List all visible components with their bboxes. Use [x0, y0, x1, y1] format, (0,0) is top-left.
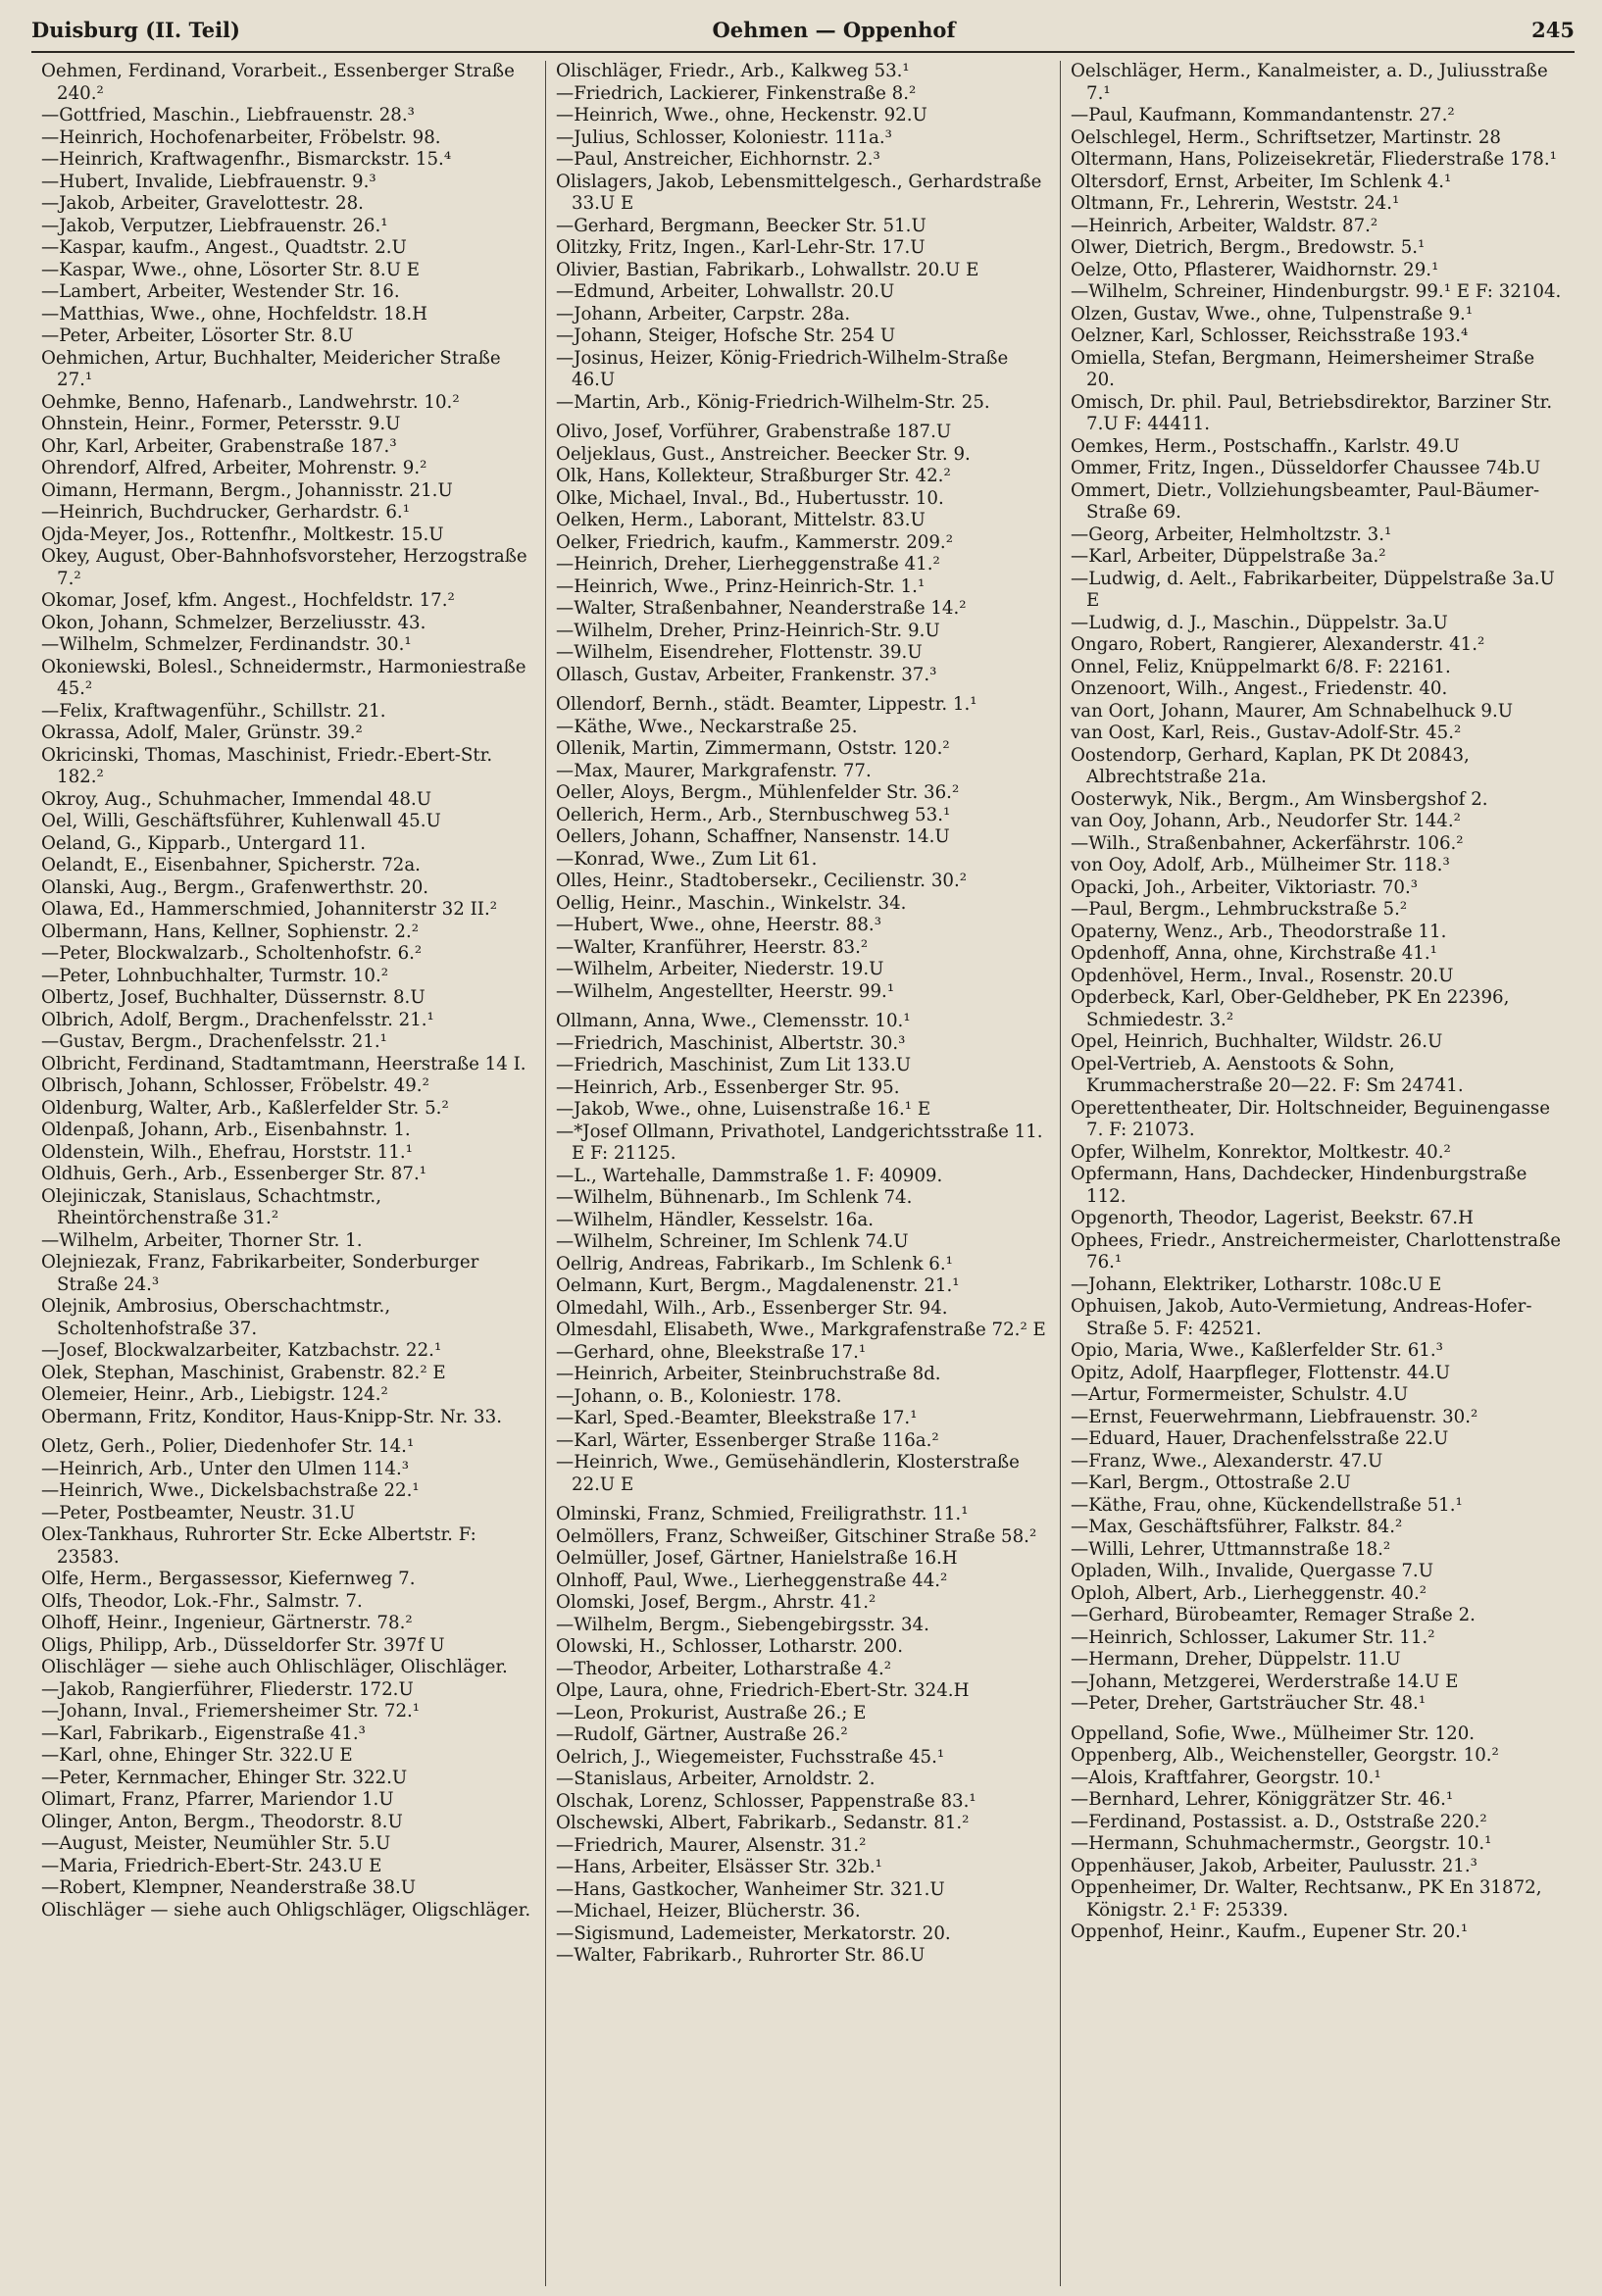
directory-entry: —Johann, Elektriker, Lotharstr. 108c.U E: [1071, 1273, 1442, 1295]
directory-entry: Opdenhövel, Herm., Inval., Rosenstr. 20.U: [1071, 965, 1454, 986]
directory-entry: Onnel, Feliz, Knüppelmarkt 6/8. F: 22161.: [1071, 656, 1451, 677]
directory-entry: —Peter, Arbeiter, Lösorter Str. 8.U: [41, 325, 354, 346]
directory-entry: —Stanislaus, Arbeiter, Arnoldstr. 2.: [556, 1769, 876, 1789]
directory-entry: Olwer, Dietrich, Bergm., Bredowstr. 5.¹: [1071, 237, 1426, 258]
directory-entry: —Gerhard, Bergmann, Beecker Str. 51.U: [556, 215, 926, 236]
directory-entry: —Wilhelm, Händler, Kesselstr. 16a.: [556, 1209, 874, 1230]
directory-entry: Olhoff, Heinr., Ingenieur, Gärtnerstr. 78.²: [41, 1613, 413, 1633]
directory-entry: —Peter, Lohnbuchhalter, Turmstr. 10.²: [41, 965, 389, 986]
directory-entry: Oelrich, J., Wiegemeister, Fuchsstraße 45.¹: [556, 1746, 945, 1768]
directory-entry: —Hans, Arbeiter, Elsässer Str. 32b.¹: [556, 1857, 882, 1877]
directory-entry: —Heinrich, Kraftwagenfhr., Bismarckstr. 15.⁴: [41, 149, 452, 170]
directory-entry: —Michael, Heizer, Blücherstr. 36.: [556, 1901, 861, 1922]
directory-entry: —Artur, Formermeister, Schulstr. 4.U: [1071, 1384, 1409, 1405]
directory-entry: Olinger, Anton, Bergm., Theodorstr. 8.U: [41, 1811, 403, 1832]
directory-entry: Oehmichen, Artur, Buchhalter, Meidericher Straße 27.¹: [41, 347, 501, 390]
directory-entry: —Josinus, Heizer, König-Friedrich-Wilhelm-Straße 46.U: [556, 347, 1009, 390]
directory-entry: Obermann, Fritz, Konditor, Haus-Knipp-Str. Nr. 33.: [41, 1406, 502, 1427]
directory-entry: —Heinrich, Wwe., ohne, Heckenstr. 92.U: [556, 105, 927, 125]
directory-entry: Okomar, Josef, kfm. Angest., Hochfeldstr. 17.²: [41, 590, 455, 611]
directory-entry: Ongaro, Robert, Rangierer, Alexanderstr. 41.²: [1071, 634, 1485, 655]
directory-entry: Oehmen, Ferdinand, Vorarbeit., Essenberger Straße 240.²: [41, 61, 515, 104]
directory-entry: Oeland, G., Kipparb., Untergard 11.: [41, 832, 367, 854]
directory-entry: Ollmann, Anna, Wwe., Clemensstr. 10.¹: [556, 1011, 911, 1031]
directory-entry: Ollasch, Gustav, Arbeiter, Frankenstr. 37.³: [556, 664, 937, 685]
directory-entry: Olivo, Josef, Vorführer, Grabenstraße 187.U: [556, 422, 952, 442]
directory-entry: van Oort, Johann, Maurer, Am Schnabelhuck 9.U: [1071, 700, 1514, 722]
column-1: [31, 61, 545, 2286]
directory-entry: —Friedrich, Lackierer, Finkenstraße 8.²: [556, 82, 917, 104]
directory-entry: —Felix, Kraftwagenführ., Schillstr. 21.: [41, 700, 386, 722]
directory-entry: —Heinrich, Wwe., Dickelsbachstraße 22.¹: [41, 1480, 420, 1501]
directory-entry: Opel, Heinrich, Buchhalter, Wildstr. 26.U: [1071, 1031, 1443, 1052]
directory-entry: —Georg, Arbeiter, Helmholtzstr. 3.¹: [1071, 524, 1392, 545]
directory-entry: —L., Wartehalle, Dammstraße 1. F: 40909.: [556, 1165, 943, 1186]
directory-entry: Oellerich, Herm., Arb., Sternbuschweg 53.¹: [556, 804, 951, 825]
directory-entry: Oel, Willi, Geschäftsführer, Kuhlenwall 45.U: [41, 811, 441, 831]
directory-entry: Okricinski, Thomas, Maschinist, Friedr.-Ebert-Str. 182.²: [41, 744, 493, 787]
header-range: Oehmen — Oppenhof: [712, 18, 956, 42]
directory-entry: —Wilh., Straßenbahner, Ackerfährstr. 106.²: [1071, 832, 1464, 854]
directory-entry: Opaterny, Wenz., Arb., Theodorstraße 11.: [1071, 921, 1447, 942]
directory-entry: —Johann, Steiger, Hofsche Str. 254 U: [556, 325, 896, 346]
directory-entry: Ophees, Friedr., Anstreichermeister, Charlottenstraße 76.¹: [1071, 1229, 1561, 1273]
directory-entry: Olejniezak, Franz, Fabrikarbeiter, Sonderburger Straße 24.³: [41, 1252, 479, 1295]
directory-entry: Olbertz, Josef, Buchhalter, Düssernstr. 8.U: [41, 987, 426, 1008]
directory-entry: Okrassa, Adolf, Maler, Grünstr. 39.²: [41, 723, 363, 743]
directory-entry: Oellig, Heinr., Maschin., Winkelstr. 34.: [556, 892, 907, 914]
directory-entry: —Edmund, Arbeiter, Lohwallstr. 20.U: [556, 281, 895, 302]
directory-entry: —Karl, Wärter, Essenberger Straße 116a.²: [556, 1429, 939, 1451]
directory-entry: Opdenhoff, Anna, ohne, Kirchstraße 41.¹: [1071, 943, 1437, 964]
directory-entry: Olejiniczak, Stanislaus, Schachtmstr., Rheintörchenstraße 31.²: [41, 1185, 381, 1228]
directory-entry: Omiella, Stefan, Bergmann, Heimersheimer Straße 20.: [1071, 347, 1535, 390]
directory-entry: Opfer, Wilhelm, Konrektor, Moltkestr. 40.²: [1071, 1141, 1451, 1163]
directory-entry: —Walter, Fabrikarb., Ruhrorter Str. 86.U: [556, 1945, 926, 1966]
directory-entry: —Heinrich, Arb., Unter den Ulmen 114.³: [41, 1458, 410, 1479]
directory-entry: Oeljeklaus, Gust., Anstreicher. Beecker Str. 9.: [556, 443, 971, 465]
directory-entry: Opacki, Joh., Arbeiter, Viktoriastr. 70.³: [1071, 876, 1419, 898]
directory-entry: —Käthe, Wwe., Neckarstraße 25.: [556, 716, 858, 737]
directory-entry: Opitz, Adolf, Haarpfleger, Flottenstr. 44.U: [1071, 1362, 1451, 1383]
directory-entry: —Peter, Postbeamter, Neustr. 31.U: [41, 1502, 356, 1523]
directory-entry: —August, Meister, Neumühler Str. 5.U: [41, 1833, 391, 1854]
directory-entry: —Jakob, Wwe., ohne, Luisenstraße 16.¹ E: [556, 1099, 931, 1120]
directory-entry: —Wilhelm, Schreiner, Im Schlenk 74.U: [556, 1231, 909, 1252]
directory-entry: Oemkes, Herm., Postschaffn., Karlstr. 49.U: [1071, 435, 1460, 457]
column-3: [1060, 61, 1575, 2286]
directory-entry: Oosterwyk, Nik., Bergm., Am Winsbergshof 2.: [1071, 788, 1488, 810]
directory-entry: Opio, Maria, Wwe., Kaßlerfelder Str. 61.³: [1071, 1340, 1443, 1361]
directory-entry: Olk, Hans, Kollekteur, Straßburger Str. 42.²: [556, 466, 951, 486]
directory-entry: Oelzner, Karl, Schlosser, Reichsstraße 193.⁴: [1071, 325, 1469, 346]
directory-entry: —*Josef Ollmann, Privathotel, Landgerichtsstraße 11. E F: 21125.: [556, 1121, 1043, 1164]
directory-entry: Oeller, Aloys, Bergm., Mühlenfelder Str. 36.²: [556, 782, 960, 803]
directory-entry: —Theodor, Arbeiter, Lotharstraße 4.²: [556, 1658, 892, 1679]
directory-entry: Opgenorth, Theodor, Lagerist, Beekstr. 67.H: [1071, 1208, 1474, 1228]
directory-entry: —Peter, Kernmacher, Ehinger Str. 322.U: [41, 1767, 408, 1788]
directory-entry: Oltersdorf, Ernst, Arbeiter, Im Schlenk 4.¹: [1071, 171, 1452, 192]
directory-entry: —Ferdinand, Postassist. a. D., Oststraße 220.²: [1071, 1811, 1487, 1832]
page-number: 245: [1531, 18, 1575, 42]
directory-entry: —Hans, Gastkocher, Wanheimer Str. 321.U: [556, 1878, 945, 1900]
directory-columns: [31, 61, 1575, 2286]
directory-entry: Oelandt, E., Eisenbahner, Spicherstr. 72a.: [41, 855, 421, 875]
directory-entry: —Hubert, Invalide, Liebfrauenstr. 9.³: [41, 171, 376, 192]
directory-entry: Olbricht, Ferdinand, Stadtamtmann, Heerstraße 14 I.: [41, 1053, 526, 1074]
directory-entry: —Jakob, Arbeiter, Gravelottestr. 28.: [41, 193, 364, 214]
directory-entry: Oppenhof, Heinr., Kaufm., Eupener Str. 20.¹: [1071, 1922, 1469, 1942]
directory-entry: —Karl, ohne, Ehinger Str. 322.U E: [41, 1745, 353, 1766]
directory-entry: Olbrisch, Johann, Schlosser, Fröbelstr. 49.²: [41, 1075, 429, 1096]
directory-entry: Oppenberg, Alb., Weichensteller, Georgstr. 10.²: [1071, 1745, 1499, 1766]
directory-entry: Olschak, Lorenz, Schlosser, Pappenstraße 83.¹: [556, 1790, 976, 1812]
directory-entry: Ohrendorf, Alfred, Arbeiter, Mohrenstr. 9.²: [41, 458, 427, 478]
directory-entry: Oelschläger, Herm., Kanalmeister, a. D., Juliusstraße 7.¹: [1071, 61, 1548, 104]
directory-entry: —Hubert, Wwe., ohne, Heerstr. 88.³: [556, 915, 882, 935]
directory-entry: —Karl, Fabrikarb., Eigenstraße 41.³: [41, 1722, 366, 1744]
directory-entry: —Ludwig, d. J., Maschin., Düppelstr. 3a.U: [1071, 612, 1448, 633]
directory-entry: Ojda-Meyer, Jos., Rottenfhr., Moltkestr. 15.U: [41, 524, 444, 545]
directory-entry: —Franz, Wwe., Alexanderstr. 47.U: [1071, 1450, 1383, 1472]
directory-entry: —Karl, Arbeiter, Düppelstraße 3a.²: [1071, 546, 1386, 567]
directory-entry: Olfs, Theodor, Lok.-Fhr., Salmstr. 7.: [41, 1590, 363, 1612]
directory-entry: —Alois, Kraftfahrer, Georgstr. 10.¹: [1071, 1767, 1381, 1788]
directory-entry: —Paul, Anstreicher, Eichhornstr. 2.³: [556, 149, 880, 170]
directory-entry: Olischläger, Friedr., Arb., Kalkweg 53.¹: [556, 61, 910, 81]
directory-entry: —Gerhard, ohne, Bleekstraße 17.¹: [556, 1341, 867, 1363]
directory-entry: Opfermann, Hans, Dachdecker, Hindenburgstraße 112.: [1071, 1164, 1527, 1207]
directory-entry: Olanski, Aug., Bergm., Grafenwerthstr. 20.: [41, 876, 429, 898]
directory-entry: von Ooy, Adolf, Arb., Mülheimer Str. 118.³: [1071, 855, 1450, 875]
directory-entry: —Konrad, Wwe., Zum Lit 61.: [556, 848, 818, 870]
page-header: [31, 18, 1575, 53]
directory-entry: —Heinrich, Buchdrucker, Gerhardstr. 6.¹: [41, 502, 410, 523]
directory-entry: —Wilhelm, Bühnenarb., Im Schlenk 74.: [556, 1187, 913, 1208]
directory-entry: Olimart, Franz, Pfarrer, Mariendor 1.U: [41, 1789, 394, 1810]
directory-entry: —Gerhard, Bürobeamter, Remager Straße 2.: [1071, 1605, 1476, 1625]
directory-entry: Oploh, Albert, Arb., Lierheggenstr. 40.²: [1071, 1582, 1427, 1604]
directory-entry: van Ooy, Johann, Arb., Neudorfer Str. 144.²: [1071, 811, 1461, 831]
directory-entry: —Eduard, Hauer, Drachenfelsstraße 22.U: [1071, 1428, 1449, 1449]
directory-entry: Oppenhäuser, Jakob, Arbeiter, Paulusstr. 21.³: [1071, 1855, 1477, 1876]
directory-entry: —Heinrich, Arbeiter, Steinbruchstraße 8d.: [556, 1364, 941, 1384]
directory-entry: Oldenburg, Walter, Arb., Kaßlerfelder Str. 5.²: [41, 1097, 449, 1119]
directory-entry: Olivier, Bastian, Fabrikarb., Lohwallstr. 20.U E: [556, 259, 979, 280]
directory-entry: Oelmöllers, Franz, Schweißer, Gitschiner Straße 58.²: [556, 1525, 1037, 1547]
directory-entry: —Peter, Dreher, Gartsträucher Str. 48.¹: [1071, 1693, 1427, 1714]
directory-entry: Olpe, Laura, ohne, Friedrich-Ebert-Str. 324.H: [556, 1680, 970, 1701]
directory-entry: Olminski, Franz, Schmied, Freiligrathstr. 11.¹: [556, 1504, 969, 1524]
directory-entry: —Heinrich, Hochofenarbeiter, Fröbelstr. 98.: [41, 126, 441, 148]
directory-entry: —Jakob, Rangierführer, Fliederstr. 172.U: [41, 1678, 414, 1700]
directory-entry: Olischläger — siehe auch Ohlischläger, Olischläger.: [41, 1657, 508, 1677]
directory-entry: —Lambert, Arbeiter, Westender Str. 16.: [41, 281, 400, 302]
directory-entry: Olek, Stephan, Maschinist, Grabenstr. 82.² E: [41, 1362, 446, 1383]
directory-entry: —Walter, Straßenbahner, Neanderstraße 14.²: [556, 598, 967, 619]
directory-entry: Oehmke, Benno, Hafenarb., Landwehrstr. 10.²: [41, 391, 460, 413]
directory-entry: —Heinrich, Arb., Essenberger Str. 95.: [556, 1076, 900, 1098]
directory-entry: Ommer, Fritz, Ingen., Düsseldorfer Chaussee 74b.U: [1071, 458, 1541, 478]
directory-entry: —Heinrich, Arbeiter, Waldstr. 87.²: [1071, 215, 1378, 236]
directory-entry: —Rudolf, Gärtner, Austraße 26.²: [556, 1724, 848, 1745]
directory-entry: —Josef, Blockwalzarbeiter, Katzbachstr. 22.¹: [41, 1340, 442, 1361]
directory-entry: —Willi, Lehrer, Uttmannstraße 18.²: [1071, 1538, 1391, 1560]
directory-entry: Oelmüller, Josef, Gärtner, Hanielstraße 16.H: [556, 1548, 958, 1569]
directory-entry: —Heinrich, Wwe., Gemüsehändlerin, Klosterstraße 22.U E: [556, 1452, 1020, 1495]
directory-entry: —Gottfried, Maschin., Liebfrauenstr. 28.³: [41, 105, 415, 125]
directory-entry: Olfe, Herm., Bergassessor, Kiefernweg 7.: [41, 1569, 416, 1589]
directory-entry: —Sigismund, Lademeister, Merkatorstr. 20.: [556, 1922, 951, 1944]
directory-entry: Oelschlegel, Herm., Schriftsetzer, Martinstr. 28: [1071, 126, 1501, 148]
directory-entry: —Leon, Prokurist, Austraße 26.; E: [556, 1702, 867, 1723]
directory-entry: —Heinrich, Dreher, Lierheggenstraße 41.²: [556, 554, 940, 574]
directory-entry: —Heinrich, Schlosser, Lakumer Str. 11.²: [1071, 1626, 1435, 1648]
directory-entry: —Ludwig, d. Aelt., Fabrikarbeiter, Düppelstraße 3a.U E: [1071, 568, 1555, 611]
directory-entry: —Karl, Bergm., Ottostraße 2.U: [1071, 1472, 1351, 1493]
directory-entry: —Johann, Inval., Friemersheimer Str. 72.¹: [41, 1701, 421, 1722]
directory-entry: —Wilhelm, Schreiner, Hindenburgstr. 99.¹ E F: 32104.: [1071, 281, 1562, 302]
directory-entry: van Oost, Karl, Reis., Gustav-Adolf-Str. 45.²: [1071, 723, 1462, 743]
directory-entry: —Gustav, Bergm., Drachenfelsstr. 21.¹: [41, 1031, 387, 1052]
directory-entry: Olomski, Josef, Bergm., Ahrstr. 41.²: [556, 1592, 876, 1613]
directory-entry: Olke, Michael, Inval., Bd., Hubertusstr. 10.: [556, 487, 944, 509]
directory-entry: Olislagers, Jakob, Lebensmittelgesch., Gerhardstraße 33.U E: [556, 171, 1042, 214]
directory-entry: —Matthias, Wwe., ohne, Hochfeldstr. 18.H: [41, 303, 427, 324]
directory-entry: Onzenoort, Wilh., Angest., Friedenstr. 40.: [1071, 678, 1448, 699]
directory-entry: Olschewski, Albert, Fabrikarb., Sedanstr. 81.²: [556, 1813, 970, 1833]
directory-entry: Ommert, Dietr., Vollziehungsbeamter, Paul-Bäumer-Straße 69.: [1071, 479, 1540, 523]
directory-entry: —Paul, Kaufmann, Kommandantenstr. 27.²: [1071, 105, 1455, 125]
directory-entry: Oppelland, Sofie, Wwe., Mülheimer Str. 120.: [1071, 1722, 1476, 1744]
directory-entry: Olles, Heinr., Stadtobersekr., Cecilienstr. 30.²: [556, 871, 968, 891]
directory-entry: —Max, Geschäftsführer, Falkstr. 84.²: [1071, 1517, 1403, 1537]
directory-entry: Oldenpaß, Johann, Arb., Eisenbahnstr. 1.: [41, 1120, 411, 1140]
directory-entry: —Kaspar, Wwe., ohne, Lösorter Str. 8.U E: [41, 259, 421, 280]
directory-entry: —Friedrich, Maschinist, Albertstr. 30.³: [556, 1032, 906, 1054]
directory-entry: Omisch, Dr. phil. Paul, Betriebsdirektor, Barziner Str. 7.U F: 44411.: [1071, 391, 1553, 434]
directory-entry: —Wilhelm, Angestellter, Heerstr. 99.¹: [556, 980, 895, 1002]
directory-entry: —Johann, o. B., Koloniestr. 178.: [556, 1385, 842, 1407]
directory-entry: Olowski, H., Schlosser, Lotharstr. 200.: [556, 1636, 903, 1657]
directory-entry: Oelker, Friedrich, kaufm., Kammerstr. 209.²: [556, 531, 954, 553]
directory-entry: Oelken, Herm., Laborant, Mittelstr. 83.U: [556, 510, 926, 530]
directory-entry: Oellrig, Andreas, Fabrikarb., Im Schlenk 6.¹: [556, 1253, 953, 1274]
directory-entry: Oostendorp, Gerhard, Kaplan, PK Dt 20843, Albrechtstraße 21a.: [1071, 744, 1470, 787]
directory-entry: —Hermann, Dreher, Düppelstr. 11.U: [1071, 1649, 1401, 1670]
directory-entry: —Max, Maurer, Markgrafenstr. 77.: [556, 760, 872, 781]
directory-entry: Olex-Tankhaus, Ruhrorter Str. Ecke Albertstr. F: 23583.: [41, 1524, 476, 1568]
directory-entry: Olawa, Ed., Hammerschmied, Johanniterstr 32 II.²: [41, 899, 498, 920]
directory-entry: Opel-Vertrieb, A. Aenstoots & Sohn, Krummacherstraße 20—22. F: Sm 24741.: [1071, 1053, 1464, 1096]
directory-entry: Oldenstein, Wilh., Ehefrau, Horststr. 11.¹: [41, 1141, 413, 1163]
directory-entry: —Heinrich, Wwe., Prinz-Heinrich-Str. 1.¹: [556, 575, 926, 597]
directory-entry: Okroy, Aug., Schuhmacher, Immendal 48.U: [41, 788, 432, 810]
directory-entry: —Julius, Schlosser, Koloniestr. 111a.³: [556, 126, 892, 148]
directory-entry: Oelmann, Kurt, Bergm., Magdalenenstr. 21.¹: [556, 1275, 960, 1296]
directory-entry: Olmesdahl, Elisabeth, Wwe., Markgrafenstraße 72.² E: [556, 1320, 1046, 1340]
directory-entry: —Peter, Blockwalzarb., Scholtenhofstr. 6.²: [41, 943, 423, 964]
directory-entry: —Bernhard, Lehrer, Königgrätzer Str. 46.¹: [1071, 1789, 1454, 1810]
directory-entry: —Paul, Bergm., Lehmbruckstraße 5.²: [1071, 899, 1408, 920]
directory-entry: Oellers, Johann, Schaffner, Nansenstr. 14.U: [556, 826, 950, 847]
directory-entry: Olzen, Gustav, Wwe., ohne, Tulpenstraße 9.¹: [1071, 303, 1474, 324]
directory-entry: —Friedrich, Maurer, Alsenstr. 31.²: [556, 1834, 867, 1856]
directory-entry: Ollenik, Martin, Zimmermann, Oststr. 120.²: [556, 738, 950, 759]
directory-entry: Oletz, Gerh., Polier, Diedenhofer Str. 14.¹: [41, 1436, 415, 1457]
directory-entry: Oltermann, Hans, Polizeisekretär, Fliederstraße 178.¹: [1071, 149, 1557, 170]
directory-entry: —Wilhelm, Dreher, Prinz-Heinrich-Str. 9.U: [556, 620, 940, 641]
directory-entry: —Johann, Arbeiter, Carpstr. 28a.: [556, 303, 851, 324]
directory-entry: Ohnstein, Heinr., Former, Petersstr. 9.U: [41, 414, 401, 434]
directory-entry: Okey, August, Ober-Bahnhofsvorsteher, Herzogstraße 7.²: [41, 546, 527, 589]
directory-entry: Okon, Johann, Schmelzer, Berzeliusstr. 43.: [41, 612, 426, 633]
directory-entry: —Martin, Arb., König-Friedrich-Wilhelm-Str. 25.: [556, 391, 990, 413]
directory-entry: —Wilhelm, Arbeiter, Niederstr. 19.U: [556, 959, 884, 979]
directory-entry: Oimann, Hermann, Bergm., Johannisstr. 21.U: [41, 479, 453, 501]
directory-entry: —Robert, Klempner, Neanderstraße 38.U: [41, 1877, 417, 1898]
directory-entry: Ohr, Karl, Arbeiter, Grabenstraße 187.³: [41, 435, 397, 457]
directory-entry: Opladen, Wilh., Invalide, Quergasse 7.U: [1071, 1561, 1434, 1581]
directory-entry: Oldhuis, Gerh., Arb., Essenberger Str. 87.¹: [41, 1164, 427, 1184]
directory-entry: Opderbeck, Karl, Ober-Geldheber, PK En 22396, Schmiedestr. 3.²: [1071, 987, 1510, 1030]
directory-entry: —Wilhelm, Schmelzer, Ferdinandstr. 30.¹: [41, 634, 412, 655]
directory-entry: —Maria, Friedrich-Ebert-Str. 243.U E: [41, 1855, 382, 1876]
directory-entry: Oppenheimer, Dr. Walter, Rechtsanw., PK En 31872, Königstr. 2.¹ F: 25339.: [1071, 1877, 1542, 1921]
column-2: [545, 61, 1060, 2286]
directory-entry: —Jakob, Verputzer, Liebfrauenstr. 26.¹: [41, 215, 388, 236]
directory-entry: Okoniewski, Bolesl., Schneidermstr., Harmoniestraße 45.²: [41, 656, 526, 699]
directory-entry: Ollendorf, Bernh., städt. Beamter, Lippestr. 1.¹: [556, 694, 977, 715]
directory-entry: Ophuisen, Jakob, Auto-Vermietung, Andreas-Hofer-Straße 5. F: 42521.: [1071, 1296, 1532, 1339]
header-city: Duisburg (II. Teil): [31, 18, 240, 42]
directory-entry: Oligs, Philipp, Arb., Düsseldorfer Str. 397f U: [41, 1634, 445, 1656]
directory-entry: —Hermann, Schuhmachermstr., Georgstr. 10.¹: [1071, 1833, 1492, 1854]
directory-entry: —Wilhelm, Arbeiter, Thorner Str. 1.: [41, 1229, 363, 1251]
directory-entry: Oelze, Otto, Pflasterer, Waidhornstr. 29.¹: [1071, 259, 1439, 280]
directory-entry: Olbrich, Adolf, Bergm., Drachenfelsstr. 21.¹: [41, 1009, 434, 1030]
directory-entry: —Wilhelm, Eisendreher, Flottenstr. 39.U: [556, 642, 923, 663]
directory-entry: Operettentheater, Dir. Holtschneider, Beguinengasse 7. F: 21073.: [1071, 1097, 1551, 1140]
directory-entry: —Ernst, Feuerwehrmann, Liebfrauenstr. 30.²: [1071, 1406, 1478, 1427]
directory-entry: Olmedahl, Wilh., Arb., Essenberger Str. 94.: [556, 1297, 948, 1319]
directory-entry: —Käthe, Frau, ohne, Kückendellstraße 51.¹: [1071, 1494, 1463, 1516]
directory-entry: Olemeier, Heinr., Arb., Liebigstr. 124.²: [41, 1384, 388, 1405]
directory-entry: —Karl, Sped.-Beamter, Bleekstraße 17.¹: [556, 1408, 918, 1428]
directory-entry: —Friedrich, Maschinist, Zum Lit 133.U: [556, 1055, 912, 1075]
directory-entry: Olischläger — siehe auch Ohligschläger, Oligschläger.: [41, 1899, 531, 1921]
directory-entry: —Walter, Kranführer, Heerstr. 83.²: [556, 936, 869, 958]
directory-entry: Olnhoff, Paul, Wwe., Lierheggenstraße 44.²: [556, 1570, 948, 1591]
directory-entry: Olejnik, Ambrosius, Oberschachtmstr., Scholtenhofstraße 37.: [41, 1296, 391, 1339]
directory-entry: —Johann, Metzgerei, Werderstraße 14.U E: [1071, 1671, 1459, 1692]
directory-entry: Oltmann, Fr., Lehrerin, Weststr. 24.¹: [1071, 193, 1400, 214]
directory-entry: Olitzky, Fritz, Ingen., Karl-Lehr-Str. 17.U: [556, 237, 926, 258]
directory-entry: —Wilhelm, Bergm., Siebengebirgsstr. 34.: [556, 1614, 929, 1635]
directory-entry: Olbermann, Hans, Kellner, Sophienstr. 2.²: [41, 921, 420, 942]
directory-entry: —Kaspar, kaufm., Angest., Quadtstr. 2.U: [41, 237, 407, 258]
